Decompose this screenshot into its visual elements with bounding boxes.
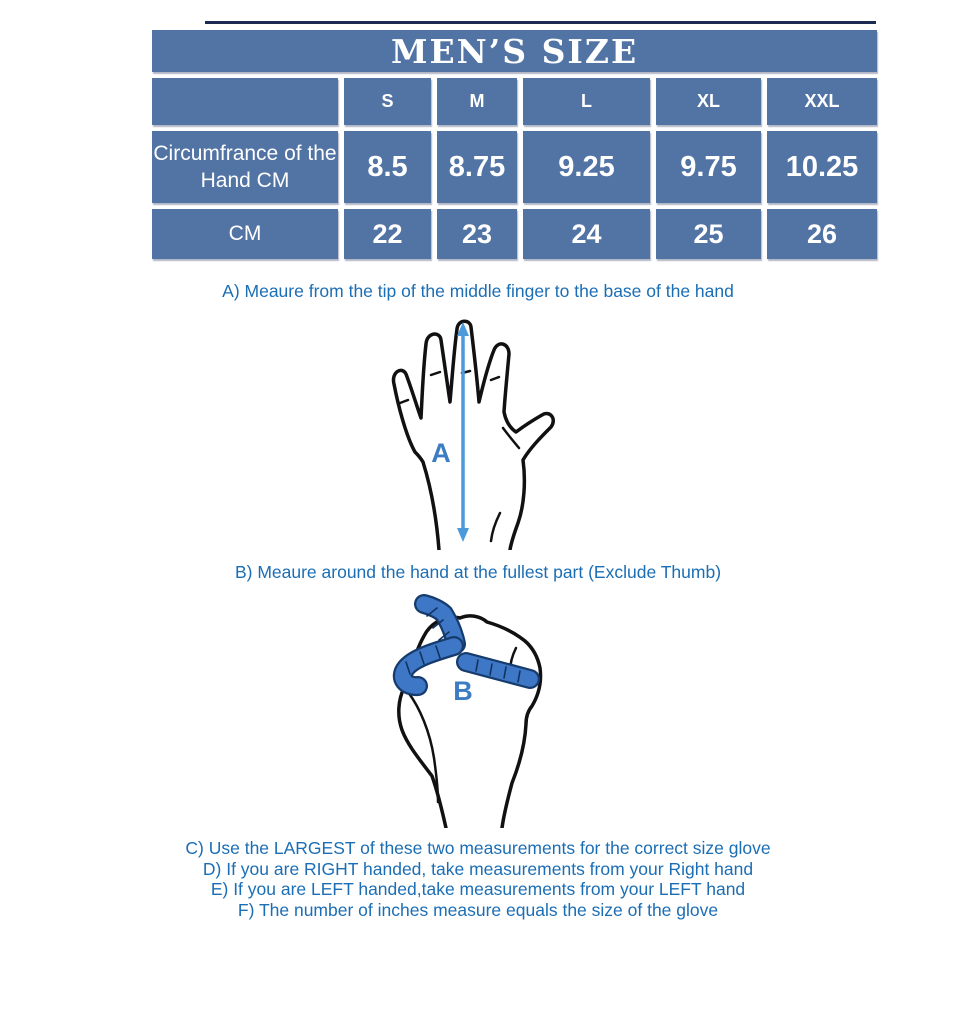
- col-header-xl: XL: [656, 78, 761, 125]
- diagram-b-label: B: [453, 676, 473, 706]
- row-label-cm: CM: [152, 209, 338, 259]
- cm-value-xl: 25: [656, 209, 761, 259]
- table-row-cm: [152, 209, 877, 259]
- circumference-value-s: 8.5: [344, 131, 431, 203]
- table-row-circumference: [152, 131, 877, 203]
- instruction-line-f: F) The number of inches measure equals the size of the glove: [237, 899, 719, 920]
- fist-hand-icon: [368, 588, 588, 828]
- instruction-line-b: B) Meaure around the hand at the fullest part (Exclude Thumb): [234, 561, 722, 582]
- circumference-value-m: 8.75: [437, 131, 517, 203]
- cm-value-s: 22: [344, 209, 431, 259]
- col-header-m: M: [437, 78, 517, 125]
- circumference-value-xl: 9.75: [656, 131, 761, 203]
- corner-blank-cell: [152, 78, 338, 125]
- table-top-border: [205, 21, 876, 24]
- table-title: MEN’S SIZE: [152, 30, 877, 72]
- col-header-xxl: XXL: [767, 78, 877, 125]
- open-hand-icon: [353, 310, 603, 550]
- circumference-value-l: 9.25: [523, 131, 650, 203]
- instruction-line-c: C) Use the LARGEST of these two measurements for the correct size glove: [185, 838, 771, 858]
- row-label-circumference: Circumfrance of the Hand CM: [152, 131, 338, 203]
- col-header-l: L: [523, 78, 650, 125]
- fist-tape-measure-diagram: [368, 588, 588, 828]
- instruction-block: [0, 838, 956, 920]
- diagram-a-label: A: [431, 437, 451, 468]
- circumference-value-xxl: 10.25: [767, 131, 877, 203]
- cm-value-l: 24: [523, 209, 650, 259]
- cm-value-xxl: 26: [767, 209, 877, 259]
- instruction-line-d: D) If you are RIGHT handed, take measurements from your Right hand: [202, 858, 754, 879]
- instruction-line-a: A) Meaure from the tip of the middle finger to the base of the hand: [222, 281, 734, 301]
- open-hand-measure-diagram: [353, 310, 603, 550]
- table-header-row: [152, 78, 877, 125]
- mens-size-table: [146, 24, 883, 265]
- table-banner-row: [152, 30, 877, 72]
- instruction-line-e: E) If you are LEFT handed,take measurements from your LEFT hand: [210, 879, 746, 899]
- cm-value-m: 23: [437, 209, 517, 259]
- col-header-s: S: [344, 78, 431, 125]
